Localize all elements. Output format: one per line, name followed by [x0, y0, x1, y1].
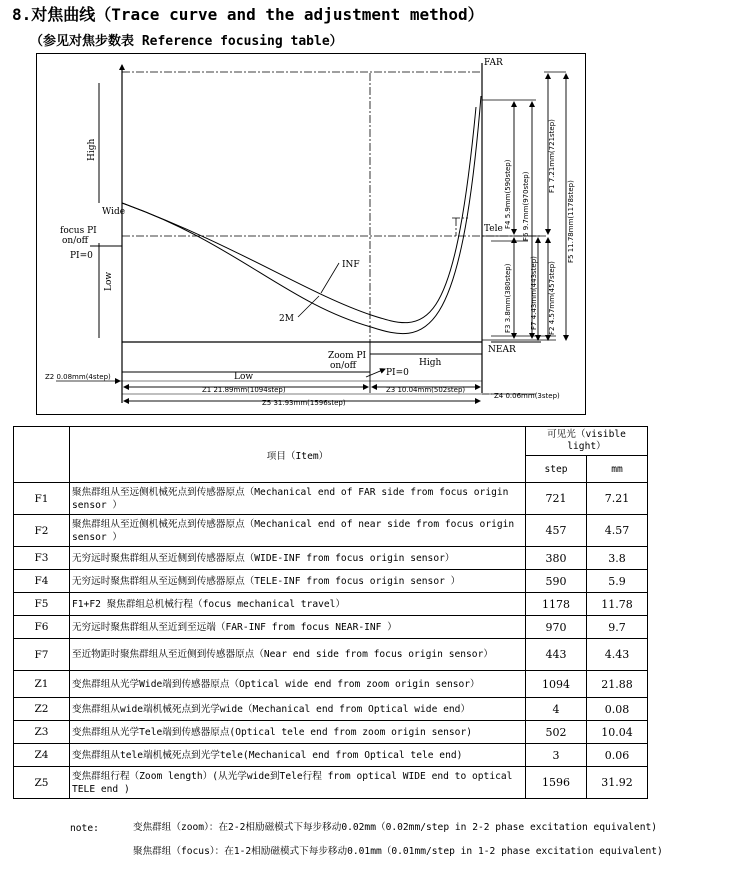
table-row: F5 F1+F2 聚焦群组总机械行程（focus mechanical travel） 1178 11.78	[14, 593, 648, 616]
low-left-label: Low	[104, 271, 114, 291]
header-item: 项目（Item）	[70, 427, 526, 483]
section-title: 8.对焦曲线（Trace curve and the adjustment method）	[12, 5, 484, 24]
table-row: F2 聚焦群组从至近侧机械死点到传感器原点（Mechanical end of near side from focus origin sensor ） 457 4.57	[14, 515, 648, 547]
focus-pi-label: focus PI	[60, 226, 97, 236]
z1-label: Z1 21.89mm(1094step)	[202, 386, 286, 394]
z5-label: Z5 31.93mm(1596step)	[262, 399, 346, 407]
table-row: Z1 变焦群组从光学Wide端到传感器原点（Optical wide end from zoom origin sensor） 1094 21.88	[14, 671, 648, 698]
focus-pi-onoff-label: on/off	[62, 236, 89, 246]
table-row: Z4 变焦群组从tele端机械死点到光学tele(Mechanical end from Optical tele end) 3 0.06	[14, 744, 648, 767]
tele-label: Tele	[484, 224, 503, 234]
f1-label: F1 7.21mm(721step)	[548, 119, 556, 193]
guide-lines	[122, 72, 541, 342]
near-label: NEAR	[488, 345, 516, 355]
trace-curve-diagram	[36, 53, 586, 415]
f5-label: F5 11.78mm(1178step)	[567, 180, 575, 263]
table-row: F1 聚焦群组从至远侧机械死点到传感器原点（Mechanical end of FAR side from focus origin sensor ） 721 7.21	[14, 483, 648, 515]
note-label: note:	[70, 823, 99, 834]
f7-label: F7 4.43mm(443step)	[530, 256, 538, 330]
note-focus: 聚焦群组（focus）：在1-2相励磁模式下每步移动0.01mm（0.01mm/step in 1-2 phase excitation equivalent)	[133, 846, 663, 857]
pi0-left-label: PI=0	[70, 251, 93, 261]
far-label: FAR	[484, 58, 503, 68]
f2-label: F2 4.57mm(457step)	[548, 261, 556, 335]
low-bottom-label: Low	[234, 372, 254, 382]
section-subtitle: （参见对焦步数表 Reference focusing table）	[30, 34, 343, 49]
note-zoom: 变焦群组（zoom）：在2-2相励磁模式下每步移动0.02mm（0.02mm/step in 2-2 phase excitation equivalent)	[133, 822, 658, 833]
zoom-pi-onoff-label: on/off	[330, 361, 357, 371]
header-step: step	[526, 456, 587, 483]
diagram-frame	[37, 54, 586, 415]
table-row: Z3 变焦群组从光学Tele端到传感器原点(Optical tele end from zoom origin sensor) 502 10.04	[14, 721, 648, 744]
z2-label: Z2 0.08mm(4step)	[45, 373, 111, 381]
f4-label: F4 5.9mm(590step)	[504, 159, 512, 229]
zoom-pi-label: Zoom PI	[328, 351, 367, 361]
table-row: Z2 变焦群组从wide端机械死点到光学wide（Mechanical end from Optical wide end） 4 0.08	[14, 698, 648, 721]
z4-label: Z4 0.06mm(3step)	[494, 392, 560, 400]
pi0-bottom-label: PI=0	[386, 368, 409, 378]
header-visible-light: 可见光（visible light）	[526, 427, 648, 456]
focusing-step-table	[13, 426, 648, 799]
high-left-label: High	[87, 138, 97, 161]
table-row: Z5 变焦群组行程（Zoom length）(从光学wide到Tele行程 from optical WIDE end to optical TELE end ) 1596 31.92	[14, 767, 648, 799]
table-row: F3 无穷远时聚焦群组从至近侧到传感器原点（WIDE-INF from focus origin sensor） 380 3.8	[14, 547, 648, 570]
high-bottom-label: High	[419, 358, 442, 368]
z3-label: Z3 10.04mm(502step)	[386, 386, 466, 394]
table-row: F4 无穷远时聚焦群组从至远侧到传感器原点（TELE-INF from focus origin sensor ） 590 5.9	[14, 570, 648, 593]
header-mm: mm	[587, 456, 648, 483]
wide-label: Wide	[102, 207, 126, 217]
f6-label: F6 9.7mm(970step)	[522, 171, 530, 241]
table-row: F7 至近物距时聚焦群组从至近侧到传感器原点（Near end side from focus origin sensor） 443 4.43	[14, 639, 648, 671]
inf-curve	[122, 107, 476, 323]
inf-curve-label: INF	[342, 260, 360, 270]
2m-curve-label: 2M	[279, 314, 294, 324]
axes	[122, 63, 482, 403]
f3-label: F3 3.8mm(380step)	[504, 263, 512, 333]
table-row: F6 无穷远时聚焦群组从至近到至远端（FAR-INF from focus NEAR-INF ） 970 9.7	[14, 616, 648, 639]
trace-curve-svg	[36, 53, 586, 415]
2m-curve	[122, 96, 481, 334]
